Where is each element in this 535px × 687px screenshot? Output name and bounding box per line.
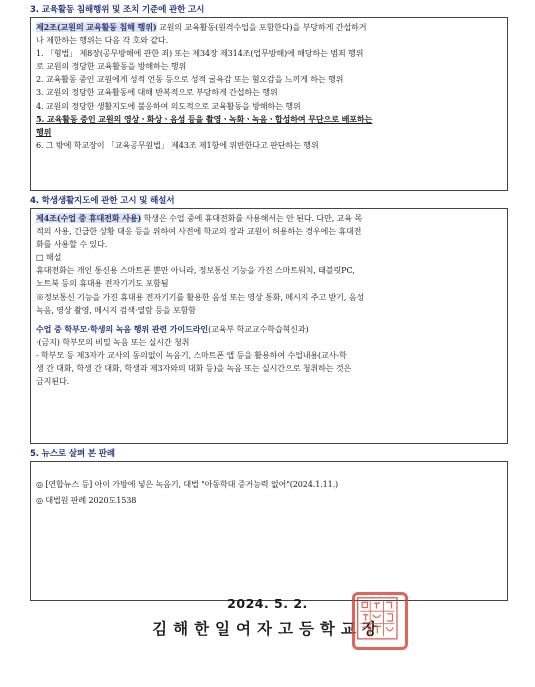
body-text: 학생은 수업 중에 휴대전화를 사용해서는 안 된다. 다만, 교육 목 [141, 213, 362, 223]
section4-title: 4. 학생생활지도에 관한 고시 및 해설서 [30, 196, 175, 206]
body-text: ◎ [연합뉴스 등] 아이 가방에 넣은 녹음기, 대법 "아동학대 증거능력 없어"(2024.1.11.) [36, 479, 339, 489]
body-text: 금지된다. [36, 376, 70, 387]
section4-line [36, 349, 502, 362]
body-text: ◎ 대법원 판례 2020도1538 [36, 495, 137, 505]
section3-line [36, 21, 502, 34]
section4-line [36, 225, 502, 238]
body-text: 교원의 교육활동(원격수업을 포함한다)을 부당하게 간섭하거 [156, 22, 367, 32]
body-text: 6. 그 밖에 학교장이 「교육공무원법」 제43조 제1항에 위반한다고 판단하는 행위 [36, 139, 319, 150]
body-text: □ 해설 [36, 252, 62, 263]
section4-line [36, 238, 502, 251]
section5-box [30, 461, 508, 601]
seal-icon [355, 595, 405, 647]
section4-line [36, 212, 502, 225]
document-date: 2024. 5. 2. [227, 596, 308, 611]
body-text: 2. 교육활동 중인 교원에게 성적 언동 등으로 성적 굴욕감 또는 혐오감을 느끼게 하는 행위 [36, 74, 344, 85]
section3-line [36, 139, 502, 152]
section4-line [36, 304, 502, 317]
body-text: 적의 사용, 긴급한 상황 대응 등을 위하여 사전에 학교의 장과 교원이 허용하는 경우에는 휴대전 [36, 226, 362, 237]
section3-title: 3. 교육활동 침해행위 및 조치 기준에 관한 고시 [30, 5, 205, 15]
body-text: ※정보통신 기능을 가진 휴대용 전자기기를 활용한 음성 또는 영상 통화, 메시지 주고 받기, 음성 [36, 291, 365, 302]
section3-line [36, 126, 502, 139]
body-text: 4. 교원의 정당한 생활지도에 불응하여 의도적으로 교육활동을 방해하는 행위 [36, 100, 301, 111]
body-text: - 학부모 등 제3자가 교사의 동의없이 녹음기, 스마트폰 앱 등을 활용하여 수업내용(교사-학 [36, 349, 347, 360]
school-principal-name: 김해한일여자고등학교장 [152, 620, 383, 638]
section4-line [36, 264, 502, 277]
section4-box [30, 208, 508, 444]
section3-line [36, 34, 502, 47]
body-text: 휴대전화는 개인 통신용 스마트폰 뿐만 아니라, 정보통신 기능을 가진 스마트워치, 태블릿PC, [36, 265, 355, 276]
body-text: 녹음, 영상 촬영, 메시지 검색·열람 등을 포함함 [36, 304, 196, 315]
section3-line [36, 100, 502, 113]
body-text: (교육부 학교교수학습혁신과) [208, 323, 309, 334]
body-text: 노트북 등의 휴대용 전자기기도 포함됨 [36, 278, 169, 289]
section3-box [30, 17, 508, 191]
body-text: 화를 사용할 수 있다. [36, 239, 108, 250]
body-text: 1. 「형법」 제8장(공무방해에 관한 죄) 또는 제34장 제314조(업무방해)에 해당하는 범죄 행위 [36, 48, 364, 59]
underlined-text: 행위 [36, 126, 52, 137]
section4-line [36, 291, 502, 304]
section4-line [36, 277, 502, 290]
section5-title: 5. 뉴스로 살펴 본 판례 [30, 449, 115, 459]
article-heading: 제2조(교원의 교육활동 침해 행위) [36, 22, 157, 32]
section4-line [36, 336, 502, 349]
body-text: 나 제한하는 행위는 다음 각 호와 같다. [36, 35, 168, 46]
body-text: 로 교원의 정당한 교육활동을 방해하는 행위 [36, 61, 187, 72]
guideline-title: 수업 중 학부모·학생의 녹음 행위 관련 가이드라인 [36, 323, 209, 334]
section3-line [36, 86, 502, 99]
article-heading: 제4조(수업 중 휴대전화 사용) [36, 213, 142, 223]
underlined-text: 5. 교육활동 중인 교원의 영상ㆍ화상ㆍ음성 등을 촬영ㆍ녹화ㆍ녹음ㆍ합성하여 무단으로 배포하는 [36, 113, 373, 124]
section3-line [36, 73, 502, 86]
section5-line [36, 476, 502, 492]
section4-line [36, 323, 502, 336]
document-page [30, 0, 508, 601]
body-text: 3. 교원의 정당한 교육활동에 대해 반복적으로 부당하게 간섭하는 행위 [36, 87, 278, 98]
body-text: ·(금지) 학부모의 비밀 녹음 또는 실시간 청취 [36, 336, 190, 347]
section4-line [36, 375, 502, 388]
body-text: 생 간 대화, 학생 간 대화, 학생과 제3자와의 대화 등)을 녹음 또는 실시간으로 청취하는 것은 [36, 363, 352, 374]
section5-line [36, 492, 502, 508]
section3-line [36, 113, 502, 126]
official-seal-stamp [352, 592, 408, 650]
section4-line [36, 362, 502, 375]
section3-line [36, 60, 502, 73]
section3-line [36, 47, 502, 60]
section4-line [36, 251, 502, 264]
